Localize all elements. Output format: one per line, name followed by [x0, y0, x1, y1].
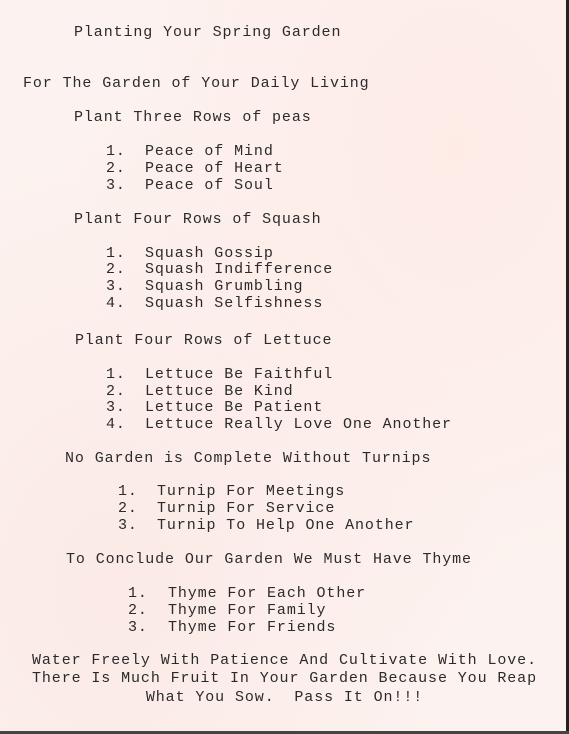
- list-item: Thyme For Family: [168, 602, 327, 619]
- list-item-number: 1.: [106, 366, 126, 383]
- section-heading-peas: Plant Three Rows of peas: [74, 109, 312, 126]
- section-heading-lettuce: Plant Four Rows of Lettuce: [75, 332, 333, 349]
- document-title: Planting Your Spring Garden: [74, 24, 342, 41]
- list-item-number: 1.: [128, 585, 148, 602]
- list-item: Peace of Soul: [145, 177, 274, 194]
- list-item-number: 2.: [106, 383, 126, 400]
- list-item-number: 3.: [106, 278, 126, 295]
- closing-line: What You Sow. Pass It On!!!: [145, 689, 424, 706]
- list-item: Lettuce Be Patient: [145, 399, 324, 416]
- list-item: Lettuce Be Faithful: [145, 366, 334, 383]
- list-item-number: 3.: [128, 619, 148, 636]
- list-item-number: 4.: [106, 295, 126, 312]
- list-item: Squash Grumbling: [145, 278, 304, 295]
- section-heading-turnips: No Garden is Complete Without Turnips: [65, 450, 432, 467]
- list-item: Thyme For Each Other: [168, 585, 367, 602]
- list-item: Lettuce Really Love One Another: [145, 416, 452, 433]
- list-item: Turnip For Meetings: [157, 483, 346, 500]
- list-item-number: 3.: [106, 399, 126, 416]
- list-item-number: 1.: [106, 245, 126, 262]
- list-item-number: 2.: [106, 160, 126, 177]
- list-item-number: 3.: [106, 177, 126, 194]
- list-item: Squash Selfishness: [145, 295, 324, 312]
- list-item-number: 1.: [118, 483, 138, 500]
- list-item: Peace of Heart: [145, 160, 284, 177]
- list-item: Turnip To Help One Another: [157, 517, 415, 534]
- section-heading-thyme: To Conclude Our Garden We Must Have Thyme: [66, 551, 472, 568]
- list-item: Thyme For Friends: [168, 619, 337, 636]
- list-item-number: 2.: [118, 500, 138, 517]
- list-item-number: 3.: [118, 517, 138, 534]
- closing-line: Water Freely With Patience And Cultivate With Love.: [32, 652, 537, 669]
- list-item-number: 2.: [106, 261, 126, 278]
- list-item: Lettuce Be Kind: [145, 383, 294, 400]
- closing-line: There Is Much Fruit In Your Garden Because You Reap: [32, 670, 537, 687]
- document-subtitle: For The Garden of Your Daily Living: [23, 75, 370, 92]
- section-heading-squash: Plant Four Rows of Squash: [74, 211, 322, 228]
- list-item: Squash Indifference: [145, 261, 334, 278]
- list-item: Peace of Mind: [145, 143, 274, 160]
- list-item-number: 2.: [128, 602, 148, 619]
- list-item: Turnip For Service: [157, 500, 336, 517]
- list-item-number: 4.: [106, 416, 126, 433]
- list-item-number: 1.: [106, 143, 126, 160]
- list-item: Squash Gossip: [145, 245, 274, 262]
